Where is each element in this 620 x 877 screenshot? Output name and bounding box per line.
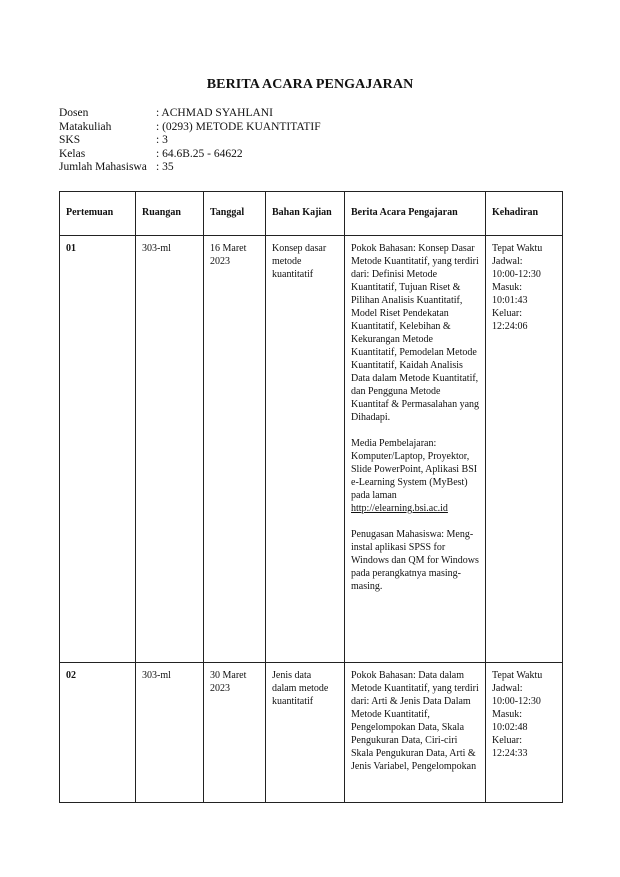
header-berita-acara: Berita Acara Pengajaran [345,192,486,236]
info-value: : 35 [156,161,174,174]
pokok-bahasan-text: Pokok Bahasan: Konsep Dasar Metode Kuantitatif, yang terdiri dari: Definisi Metode Kuantitatif, Tujuan Riset & Pilihan Analisis Kuantitatif, Model Riset Pendekatan Kuantitatif, Kelebihan & Kekurangan Metode Kuantitatif, Pemodelan Metode Kuantitatif, Kaidah Analisis Data dalam Metode Kuantitatif, dan Pengguna Metode Kuantitaf & Permasalahan yang Dihadapi. [351,243,480,423]
keluar-value: 12:24:33 [492,748,528,759]
cell-kehadiran [486,663,563,803]
elearning-link[interactable]: http://elearning.bsi.ac.id [351,503,448,514]
table-row [60,663,563,803]
cell-tanggal: 16 Maret 2023 [204,236,266,663]
jadwal-value: 10:00-12:30 [492,696,541,707]
info-row-sks [59,134,321,148]
course-info [59,107,321,175]
header-bahan-kajian: Bahan Kajian [266,192,345,236]
keluar-label: Keluar: [492,308,522,319]
info-value: : 3 [156,134,168,147]
masuk-label: Masuk: [492,709,522,720]
kehadiran-status: Tepat Waktu [492,670,543,681]
keluar-value: 12:24:06 [492,321,528,332]
info-row-kelas [59,148,321,162]
masuk-value: 10:01:43 [492,295,528,306]
cell-pertemuan: 02 [60,663,136,803]
header-ruangan: Ruangan [136,192,204,236]
info-row-jumlah-mahasiswa [59,161,321,175]
media-pembelajaran-text [351,437,479,515]
keluar-label: Keluar: [492,735,522,746]
info-label: Kelas [59,147,86,160]
cell-pertemuan: 01 [60,236,136,663]
jadwal-value: 10:00-12:30 [492,269,541,280]
info-label: Dosen [59,107,89,119]
cell-berita-acara [345,663,486,803]
cell-ruangan: 303-ml [136,236,204,663]
info-value: : 64.6B.25 - 64622 [156,147,243,160]
info-label: SKS [59,134,81,147]
masuk-value: 10:02:48 [492,722,528,733]
info-value: : (0293) METODE KUANTITATIF [156,120,321,133]
table-row [60,236,563,663]
masuk-label: Masuk: [492,282,522,293]
info-row-dosen [59,107,321,121]
header-pertemuan: Pertemuan [60,192,136,236]
info-value: : ACHMAD SYAHLANI [156,107,273,119]
info-label: Matakuliah [59,120,112,133]
cell-ruangan: 303-ml [136,663,204,803]
header-tanggal: Tanggal [204,192,266,236]
info-row-matakuliah [59,121,321,135]
kehadiran-status: Tepat Waktu [492,243,543,254]
document-title: BERITA ACARA PENGAJARAN [206,77,414,92]
table-header-row [60,192,563,236]
jadwal-label: Jadwal: [492,256,523,267]
header-kehadiran: Kehadiran [486,192,563,236]
teaching-record-table [59,191,563,803]
cell-bahan-kajian: Jenis data dalam metode kuantitatif [266,663,345,803]
cell-tanggal: 30 Maret 2023 [204,663,266,803]
cell-kehadiran [486,236,563,663]
cell-bahan-kajian: Konsep dasar metode kuantitatif [266,236,345,663]
info-label: Jumlah Mahasiswa [59,161,147,174]
jadwal-label: Jadwal: [492,683,523,694]
cell-berita-acara [345,236,486,663]
pokok-bahasan-text: Pokok Bahasan: Data dalam Metode Kuantitatif, yang terdiri dari: Arti & Jenis Data Dalam Metode Kuantitatif, Pengelompokan Data, Skala Pengukuran Data, Ciri-ciri Skala Pengukuran Data, Arti & Jenis Variabel, Pengelompokan [351,670,479,772]
penugasan-text: Penugasan Mahasiswa: Meng-instal aplikasi SPSS for Windows dan QM for Windows pada perangkatnya masing-masing. [351,529,479,592]
media-text: Media Pembelajaran: Komputer/Laptop, Proyektor, Slide PowerPoint, Aplikasi BSI e-Learning System (MyBest) pada laman [351,438,478,501]
